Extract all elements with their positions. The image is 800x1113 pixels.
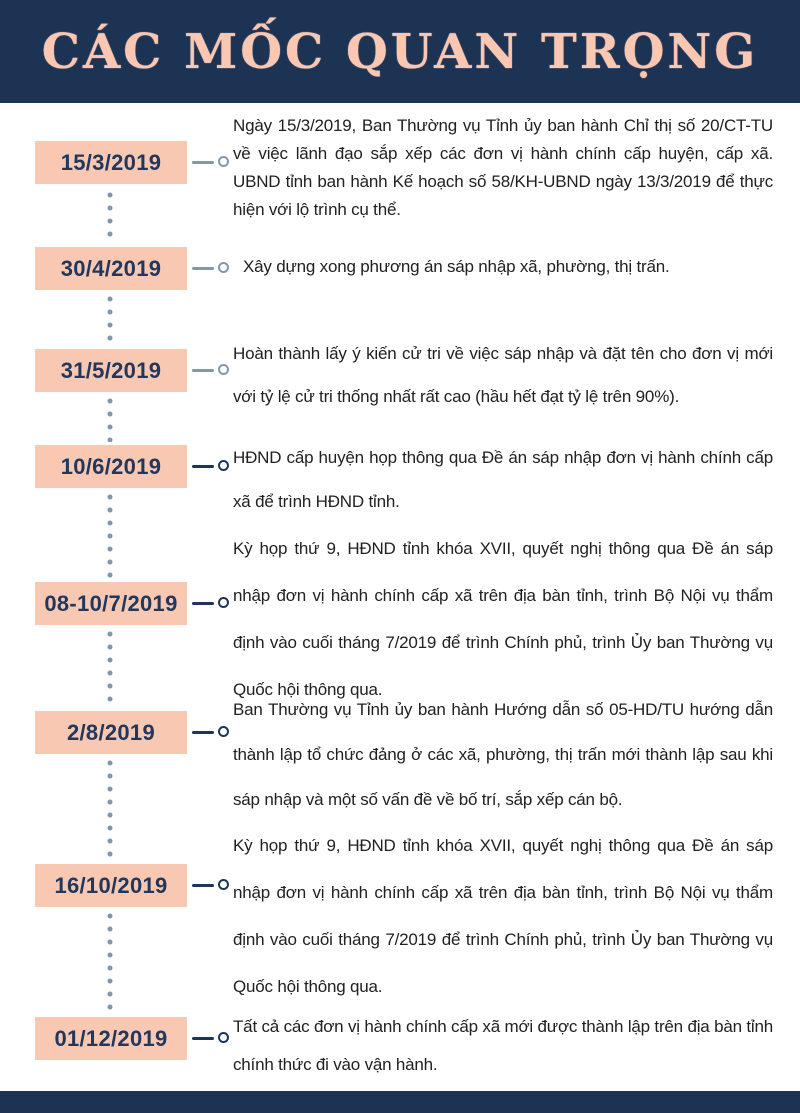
connector-dash-icon (192, 369, 214, 372)
milestone-text: Ngày 15/3/2019, Ban Thường vụ Tỉnh ủy ban hành Chỉ thị số 20/CT-TU về việc lãnh đạo sắp xếp các đơn vị hành chính cấp huyện, cấp xã. UBND tỉnh ban hành Kế hoạch số 58/KH-UBND ngày 13/3/2019 để thực hiện với lộ trình cụ thể. (233, 116, 773, 219)
connector-circle-icon (218, 460, 229, 471)
timeline-dotted-line (107, 913, 113, 1014)
timeline-dotted-line (107, 398, 113, 442)
timeline-dotted-line (107, 192, 113, 244)
footer-banner (0, 1091, 800, 1113)
date-badge: 16/10/2019 (35, 864, 187, 907)
connector-circle-icon (218, 364, 229, 375)
connector-circle-icon (218, 262, 229, 273)
date-badge: 31/5/2019 (35, 349, 187, 392)
connector-dash-icon (192, 1037, 214, 1040)
timeline-dotted-line (107, 296, 113, 346)
page-title: CÁC MỐC QUAN TRỌNG (41, 23, 759, 80)
milestone-text: Tất cả các đơn vị hành chính cấp xã mới được thành lập trên địa bàn tỉnh chính thức đi vào vận hành. (233, 1017, 773, 1074)
milestone-text: Ban Thường vụ Tỉnh ủy ban hành Hướng dẫn số 05-HD/TU hướng dẫn thành lập tổ chức đảng ở các xã, phường, thị trấn mới thành lập sau khi sáp nhập và một số vấn đề về bố trí, sắp xếp cán bộ. (233, 700, 773, 809)
timeline-dotted-line (107, 760, 113, 861)
milestone-text: Kỳ họp thứ 9, HĐND tỉnh khóa XVII, quyết nghị thông qua Đề án sáp nhập đơn vị hành chính cấp xã trên địa bàn tỉnh, trình Bộ Nội vụ thẩm định vào cuối tháng 7/2019 để trình Chính phủ, trình Ủy ban Thường vụ Quốc hội thông qua. (233, 539, 773, 699)
connector-dash-icon (192, 884, 214, 887)
header-banner (0, 0, 800, 103)
connector-circle-icon (218, 156, 229, 167)
connector-dash-icon (192, 465, 214, 468)
date-badge: 30/4/2019 (35, 247, 187, 290)
date-badge: 15/3/2019 (35, 141, 187, 184)
connector-dash-icon (192, 267, 214, 270)
date-badge: 01/12/2019 (35, 1017, 187, 1060)
milestone-text: HĐND cấp huyện họp thông qua Đề án sáp nhập đơn vị hành chính cấp xã để trình HĐND tỉnh. (233, 448, 773, 511)
connector-circle-icon (218, 879, 229, 890)
connector-dash-icon (192, 161, 214, 164)
date-badge: 08-10/7/2019 (35, 582, 187, 625)
date-badge: 10/6/2019 (35, 445, 187, 488)
connector-dash-icon (192, 602, 214, 605)
connector-circle-icon (218, 726, 229, 737)
connector-circle-icon (218, 597, 229, 608)
connector-circle-icon (218, 1032, 229, 1043)
date-badge: 2/8/2019 (35, 711, 187, 754)
connector-dash-icon (192, 731, 214, 734)
milestone-text: Xây dựng xong phương án sáp nhập xã, phường, thị trấn. (243, 257, 670, 276)
milestone-text: Kỳ họp thứ 9, HĐND tỉnh khóa XVII, quyết nghị thông qua Đề án sáp nhập đơn vị hành chính cấp xã trên địa bàn tỉnh, trình Bộ Nội vụ thẩm định vào cuối tháng 7/2019 để trình Chính phủ, trình Ủy ban Thường vụ Quốc hội thông qua. (233, 836, 773, 996)
timeline-dotted-line (107, 631, 113, 708)
timeline-dotted-line (107, 494, 113, 579)
milestone-text: Hoàn thành lấy ý kiến cử tri về việc sáp nhập và đặt tên cho đơn vị mới với tỷ lệ cử tri thống nhất rất cao (hầu hết đạt tỷ lệ trên 90%). (233, 344, 773, 406)
